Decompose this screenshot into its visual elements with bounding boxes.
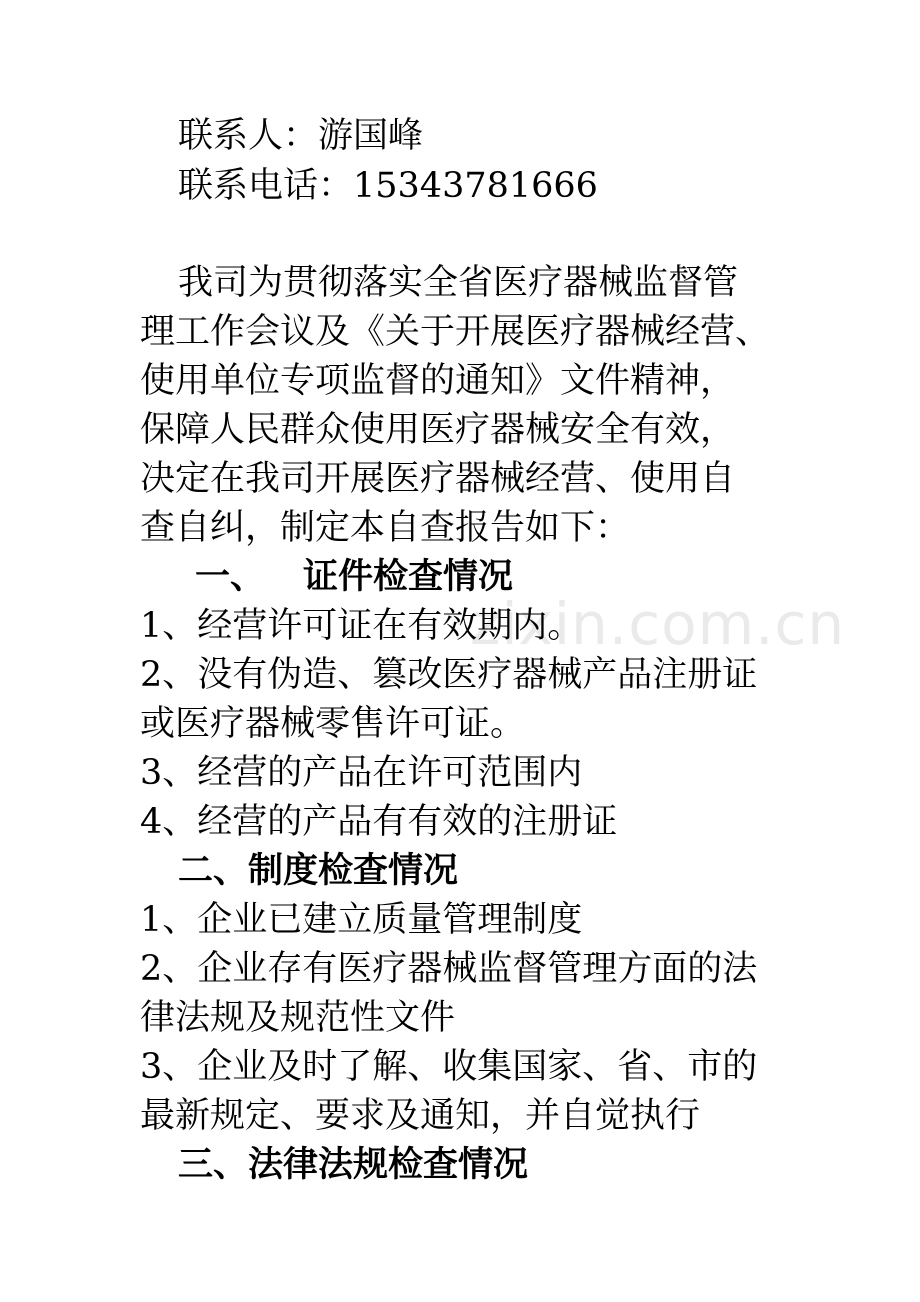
list-item: 律法规及规范性文件 [140,998,456,1038]
section-heading-2: 二、制度检查情况 [178,850,459,891]
list-item: 1、企业已建立质量管理制度 [140,900,583,940]
intro-line: 理工作会议及《关于开展医疗器械经营、 [140,312,771,352]
section-heading-3: 三、法律法规检查情况 [178,1144,529,1185]
list-item: 3、企业及时了解、收集国家、省、市的 [140,1047,758,1087]
list-item: 1、经营许可证在有效期内。 [140,606,583,646]
list-item: 2、没有伪造、篡改医疗器械产品注册证 [140,655,758,695]
list-item: 3、经营的产品在许可范围内 [140,753,583,793]
intro-line: 保障人民群众使用医疗器械安全有效， [140,410,736,450]
intro-line: 我司为贯彻落实全省医疗器械监督管 [178,263,739,303]
contact-person: 联系人：游国峰 [178,116,424,156]
list-item: 最新规定、要求及通知，并自觉执行 [140,1096,701,1136]
intro-line: 使用单位专项监督的通知》文件精神， [140,361,736,401]
section-heading-1 [195,553,845,601]
intro-line: 决定在我司开展医疗器械经营、使用自 [140,459,736,499]
list-item: 2、企业存有医疗器械监督管理方面的法 [140,949,758,989]
list-item: 或医疗器械零售许可证。 [140,704,526,744]
section-number: 一、 [195,556,266,597]
section-title: 证件检查情况 [303,556,514,597]
watermark-text: zixin.com.cn [470,590,846,658]
intro-line: 查自纠，制定本自查报告如下： [140,508,631,548]
list-item: 4、经营的产品有有效的注册证 [140,802,618,842]
contact-phone: 联系电话：15343781666 [178,166,598,206]
